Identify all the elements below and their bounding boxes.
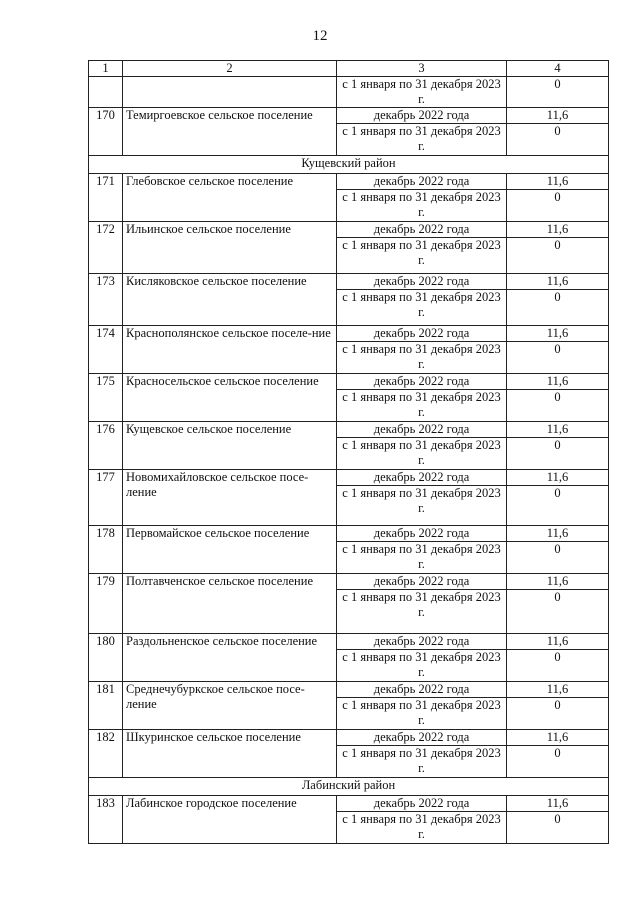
settlement-name: Полтавченское сельское поселение — [123, 574, 337, 634]
period-cell: с 1 января по 31 декабря 2023 г. — [337, 342, 507, 374]
period-cell: с 1 января по 31 декабря 2023 г. — [337, 290, 507, 326]
table-row — [89, 526, 609, 542]
row-number: 177 — [89, 470, 123, 526]
value-cell: 0 — [507, 698, 609, 730]
period-cell: декабрь 2022 года — [337, 422, 507, 438]
period-cell: декабрь 2022 года — [337, 470, 507, 486]
value-cell: 11,6 — [507, 422, 609, 438]
period-cell: с 1 января по 31 декабря 2023 г. — [337, 124, 507, 156]
settlement-name: Краснополянское сельское поселе-ние — [123, 326, 337, 374]
row-number: 173 — [89, 274, 123, 326]
period-cell: с 1 января по 31 декабря 2023 г. — [337, 590, 507, 634]
table-row — [89, 108, 609, 124]
settlement-name: Первомайское сельское поселение — [123, 526, 337, 574]
value-cell: 11,6 — [507, 526, 609, 542]
settlement-name: Ильинское сельское поселение — [123, 222, 337, 274]
settlement-name: Кущевское сельское поселение — [123, 422, 337, 470]
period-cell: с 1 января по 31 декабря 2023 г. — [337, 486, 507, 526]
period-cell: декабрь 2022 года — [337, 374, 507, 390]
row-number: 178 — [89, 526, 123, 574]
table-row — [89, 574, 609, 590]
period-cell: декабрь 2022 года — [337, 682, 507, 698]
value-cell: 0 — [507, 77, 609, 108]
value-cell: 0 — [507, 438, 609, 470]
period-cell: декабрь 2022 года — [337, 574, 507, 590]
value-cell: 11,6 — [507, 796, 609, 812]
period-cell: с 1 января по 31 декабря 2023 г. — [337, 542, 507, 574]
header-cell: 3 — [337, 61, 507, 77]
value-cell: 0 — [507, 650, 609, 682]
period-cell: декабрь 2022 года — [337, 730, 507, 746]
value-cell: 11,6 — [507, 174, 609, 190]
row-number: 179 — [89, 574, 123, 634]
period-cell: декабрь 2022 года — [337, 796, 507, 812]
row-number-cell — [89, 77, 123, 108]
value-cell: 11,6 — [507, 682, 609, 698]
value-cell: 11,6 — [507, 326, 609, 342]
header-cell: 4 — [507, 61, 609, 77]
value-cell: 11,6 — [507, 222, 609, 238]
period-cell: декабрь 2022 года — [337, 222, 507, 238]
period-cell: декабрь 2022 года — [337, 108, 507, 124]
period-cell: декабрь 2022 года — [337, 326, 507, 342]
row-number: 180 — [89, 634, 123, 682]
value-cell: 11,6 — [507, 634, 609, 650]
period-cell: декабрь 2022 года — [337, 634, 507, 650]
settlement-name: Кисляковское сельское поселение — [123, 274, 337, 326]
table-row — [89, 374, 609, 390]
row-number: 183 — [89, 796, 123, 844]
value-cell: 0 — [507, 590, 609, 634]
region-title: Лабинский район — [89, 778, 609, 796]
row-number: 175 — [89, 374, 123, 422]
table-row — [89, 222, 609, 238]
value-cell: 0 — [507, 342, 609, 374]
period-cell: с 1 января по 31 декабря 2023 г. — [337, 438, 507, 470]
settlement-name: Новомихайловское сельское посе-ление — [123, 470, 337, 526]
settlement-name: Красносельское сельское поселение — [123, 374, 337, 422]
period-cell: с 1 января по 31 декабря 2023 г. — [337, 390, 507, 422]
region-row — [89, 156, 609, 174]
value-cell: 11,6 — [507, 730, 609, 746]
tariff-table — [88, 60, 609, 844]
value-cell: 0 — [507, 746, 609, 778]
row-number: 171 — [89, 174, 123, 222]
value-cell: 11,6 — [507, 470, 609, 486]
row-number: 172 — [89, 222, 123, 274]
table-row — [89, 730, 609, 746]
value-cell: 11,6 — [507, 108, 609, 124]
region-row — [89, 778, 609, 796]
value-cell: 0 — [507, 124, 609, 156]
table-row — [89, 326, 609, 342]
period-cell: декабрь 2022 года — [337, 174, 507, 190]
continuation-row — [89, 77, 609, 108]
settlement-name: Среднечубуркское сельское посе-ление — [123, 682, 337, 730]
table-row — [89, 174, 609, 190]
value-cell: 0 — [507, 290, 609, 326]
settlement-name: Темиргоевское сельское поселение — [123, 108, 337, 156]
period-cell: с 1 января по 31 декабря 2023 г. — [337, 238, 507, 274]
period-cell: с 1 января по 31 декабря 2023 г. — [337, 698, 507, 730]
period-cell: с 1 января по 31 декабря 2023 г. — [337, 77, 507, 108]
row-number: 181 — [89, 682, 123, 730]
settlement-name: Раздольненское сельское поселение — [123, 634, 337, 682]
value-cell: 0 — [507, 190, 609, 222]
period-cell: декабрь 2022 года — [337, 526, 507, 542]
header-cell: 2 — [123, 61, 337, 77]
table-row — [89, 422, 609, 438]
value-cell: 0 — [507, 238, 609, 274]
page-number: 12 — [312, 28, 328, 44]
region-title: Кущевский район — [89, 156, 609, 174]
value-cell: 11,6 — [507, 274, 609, 290]
row-number: 182 — [89, 730, 123, 778]
period-cell: декабрь 2022 года — [337, 274, 507, 290]
period-cell: с 1 января по 31 декабря 2023 г. — [337, 746, 507, 778]
header-row — [89, 61, 609, 77]
value-cell: 11,6 — [507, 574, 609, 590]
period-cell: с 1 января по 31 декабря 2023 г. — [337, 812, 507, 844]
row-number: 176 — [89, 422, 123, 470]
table-row — [89, 682, 609, 698]
table-row — [89, 274, 609, 290]
period-cell: с 1 января по 31 декабря 2023 г. — [337, 650, 507, 682]
value-cell: 0 — [507, 390, 609, 422]
settlement-name: Шкуринское сельское поселение — [123, 730, 337, 778]
header-cell: 1 — [89, 61, 123, 77]
value-cell: 0 — [507, 486, 609, 526]
value-cell: 0 — [507, 542, 609, 574]
value-cell: 11,6 — [507, 374, 609, 390]
table-row — [89, 470, 609, 486]
settlement-name: Глебовское сельское поселение — [123, 174, 337, 222]
table-row — [89, 796, 609, 812]
table-row — [89, 634, 609, 650]
value-cell: 0 — [507, 812, 609, 844]
settlement-name: Лабинское городское поселение — [123, 796, 337, 844]
row-number: 174 — [89, 326, 123, 374]
period-cell: с 1 января по 31 декабря 2023 г. — [337, 190, 507, 222]
row-number: 170 — [89, 108, 123, 156]
name-cell — [123, 77, 337, 108]
